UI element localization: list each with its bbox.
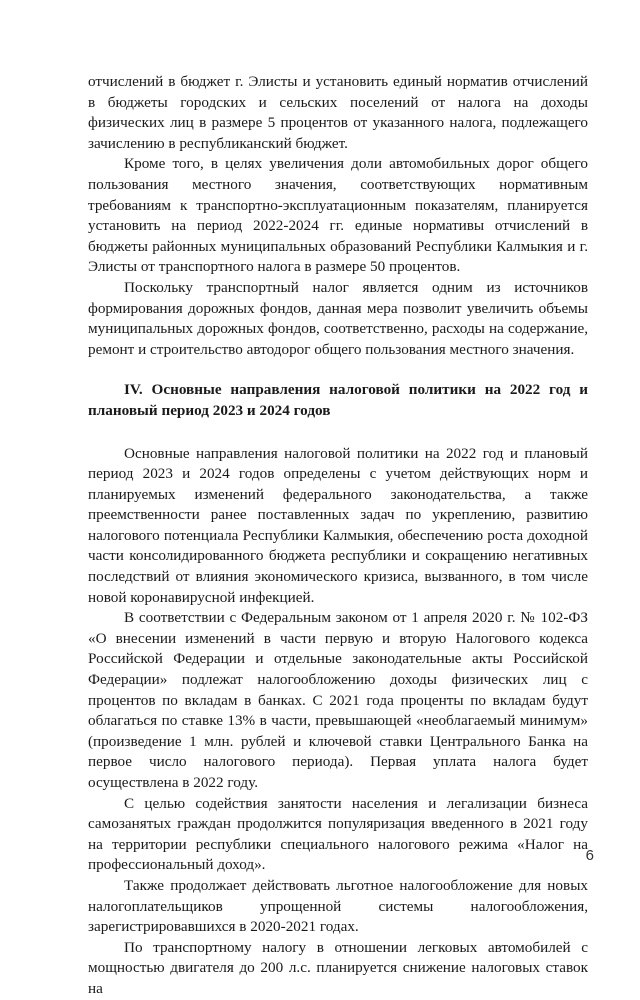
paragraph-continued: отчислений в бюджет г. Элисты и установить единый норматив отчислений в бюджеты городских и сельских поселений от налога на доходы физических лиц в размере 5 процентов от указанного налога, подлежащего зачислению в республиканский бюджет. (88, 73, 588, 152)
paragraph: Поскольку транспортный налог является одним из источников формирования дорожных фондов, данная мера позволит увеличить объемы муниципальных дорожных фондов, соответственно, расходы на содержание, ремонт и строительство автодорог общего пользования местного значения. (88, 278, 588, 358)
section-heading: IV. Основные направления налоговой политики на 2022 год и плановый период 2023 и 2024 годов (88, 381, 588, 419)
paragraph: В соответствии с Федеральным законом от 1 апреля 2020 г. № 102-ФЗ «О внесении изменений в части первую и вторую Налогового кодекса Российской Федерации и отдельные законодательные акты Российской Федерации» подлежат налогообложению доходы физических лиц с процентов по вкладам в банках. С 2021 года проценты по вкладам будут облагаться по ставке 13% в части, превышающей «необлагаемый минимум» (произведение 1 млн. рублей и ключевой ставки Центрального Банка на первое число налогового периода). Первая уплата налога будет осуществлена в 2022 году. (88, 609, 588, 791)
paragraph: По транспортному налогу в отношении легковых автомобилей с мощностью двигателя до 200 л.с. планируется снижение налоговых ставок на (88, 938, 588, 997)
page-number: 6 (585, 847, 594, 864)
paragraph: Основные направления налоговой политики на 2022 год и плановый период 2023 и 2024 годов определены с учетом действующих норм и планируемых изменений федерального законодательства, а также преемственности ранее поставленных задач по укреплению, развитию налогового потенциала Республики Калмыкия, обеспечению роста доходной части консолидированного бюджета республики и сокращению негативных последствий от влияния экономического кризиса, вызванного, в том числе новой коронавирусной инфекцией. (88, 444, 588, 606)
paragraph: Кроме того, в целях увеличения доли автомобильных дорог общего пользования местного значения, соответствующих нормативным требованиям к транспортно-эксплуатационным показателям, планируется установить на период 2022-2024 гг. единые нормативы отчислений в бюджеты районных муниципальных образований Республики Калмыкия и г. Элисты от транспортного налога в размере 50 процентов. (88, 155, 588, 276)
paragraph: Также продолжает действовать льготное налогообложение для новых налогоплательщиков упрощенной системы налогообложения, зарегистрировавшихся в 2020-2021 годах. (88, 876, 588, 936)
paragraph: С целью содействия занятости населения и легализации бизнеса самозанятых граждан продолжится популяризация введенного в 2021 году на территории республики специального налогового режима «Налог на профессиональный доход». (88, 794, 588, 874)
